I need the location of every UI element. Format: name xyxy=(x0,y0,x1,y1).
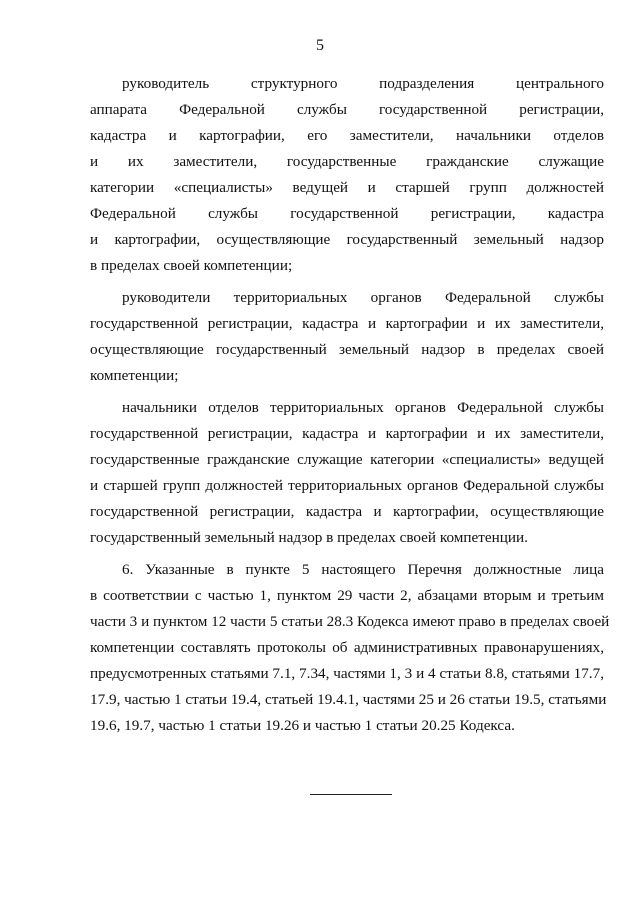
text-line: 17.9, частью 1 статьи 19.4, статьей 19.4.1, частями 25 и 26 статьи 19.5, статьями xyxy=(90,691,607,708)
text-line: и старшей групп должностей территориальных органов Федеральной службы xyxy=(90,477,604,494)
text-line: компетенции; xyxy=(90,367,179,384)
text-line: начальники отделов территориальных органов Федеральной службы xyxy=(122,399,604,416)
document-body xyxy=(90,71,610,739)
text-line: и картографии, осуществляющие государственный земельный надзор xyxy=(90,231,604,248)
paragraph-central-apparatus xyxy=(90,71,604,279)
text-line: 6. Указанные в пункте 5 настоящего Перечня должностные лица xyxy=(122,561,604,578)
text-line: Федеральной службы государственной регистрации, кадастра xyxy=(90,205,604,222)
text-line: государственной регистрации, кадастра и картографии и их заместители, xyxy=(90,425,604,442)
text-line: 19.6, 19.7, частью 1 статьи 19.26 и частью 1 статьи 20.25 Кодекса. xyxy=(90,717,515,734)
text-line: государственные гражданские служащие категории «специалисты» ведущей xyxy=(90,451,604,468)
text-line: государственный земельный надзор в пределах своей компетенции. xyxy=(90,529,528,546)
text-line: и их заместители, государственные гражданские служащие xyxy=(90,153,604,170)
text-line: компетенции составлять протоколы об административных правонарушениях, xyxy=(90,639,604,656)
page-number: 5 xyxy=(316,37,324,54)
paragraph-item-6 xyxy=(90,557,610,739)
text-line: руководитель структурного подразделения центрального xyxy=(122,75,604,92)
text-line: осуществляющие государственный земельный надзор в пределах своей xyxy=(90,341,604,358)
text-line: аппарата Федеральной службы государственной регистрации, xyxy=(90,101,604,118)
text-line: части 3 и пунктом 12 части 5 статьи 28.3 Кодекса имеют право в пределах своей xyxy=(90,613,610,630)
text-line: категории «специалисты» ведущей и старшей групп должностей xyxy=(90,179,604,196)
paragraph-territorial-heads xyxy=(90,285,604,389)
text-line: кадастра и картографии, его заместители, начальники отделов xyxy=(90,127,604,144)
text-line: предусмотренных статьями 7.1, 7.34, частями 1, 3 и 4 статьи 8.8, статьями 17.7, xyxy=(90,665,604,682)
text-line: в пределах своей компетенции; xyxy=(90,257,293,274)
text-line: государственной регистрации, кадастра и картографии и их заместители, xyxy=(90,315,604,332)
closing-separator-line xyxy=(310,794,392,795)
text-line: государственной регистрации, кадастра и картографии, осуществляющие xyxy=(90,503,604,520)
text-line: в соответствии с частью 1, пунктом 29 части 2, абзацами вторым и третьим xyxy=(90,587,604,604)
paragraph-territorial-department-heads xyxy=(90,395,604,551)
text-line: руководители территориальных органов Федеральной службы xyxy=(122,289,604,306)
